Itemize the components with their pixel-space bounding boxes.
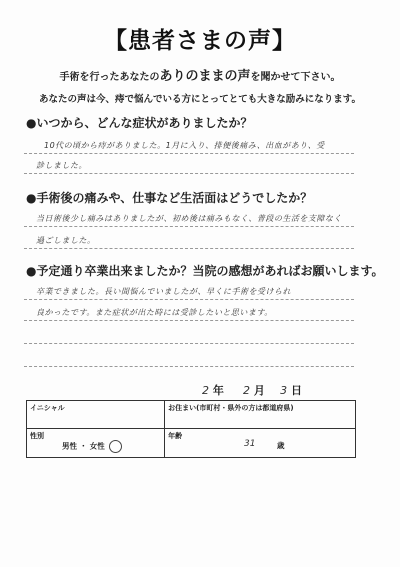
intro-emphasis: ありのままの声 [159,69,251,84]
address-cell [165,401,356,429]
answer-2-line-1: 当日術後少し痛みはありましたが、初め後は痛みもなく、普段の生活を支障なく [36,214,342,223]
age-label: 年齢 [168,432,183,440]
answer-3-line-2: 良かったです。また症状が出た時には受診したいと思います。 [36,308,273,317]
question-2: ●手術後の痛みや、仕事など生活面はどうでしたか？ [26,191,313,205]
month-label: 月 [253,384,265,397]
answer-line [24,299,354,300]
answer-1-line-1: 10代の頃から痔がありました。1月に入り、排便後痛み、出血があり、受 [44,141,325,150]
answer-3-line-1: 卒業できました。長い間悩んでいましたが、早くに手術を受けられ [36,287,291,296]
answer-line [24,343,354,344]
page-title: 【患者さまの声】 [104,28,296,54]
gender-label: 性別 [30,432,44,440]
intro-line-2: あなたの声は今、痔で悩んでいる方にとってとても大きな励みになります。 [38,94,362,105]
age-cell [165,429,356,458]
selected-gender-circle [109,440,122,453]
age-value: 31 [244,439,256,449]
initial-cell [27,401,165,429]
gender-options-text: 男性 ・ 女性 [62,441,105,451]
answer-line [24,320,354,321]
year-label: 年 [212,384,224,397]
age-unit: 歳 [277,441,285,450]
day-value: 3 [280,384,288,397]
answer-line [24,226,354,227]
intro-suffix: を聞かせて下さい。 [250,72,341,83]
answer-line [24,173,354,174]
initial-label: イニシャル [30,404,65,412]
answer-line [24,366,354,367]
intro-prefix: 手術を行ったあなたの [59,72,160,83]
month-value: 2 [243,384,250,397]
day-label: 日 [291,384,303,397]
date-row [202,382,302,398]
question-1: ●いつから、どんな症状がありましたか？ [26,116,253,130]
answer-2-line-2: 過ごしました。 [36,236,96,245]
year-value: 2 [202,384,209,397]
answer-1-line-2: 診しました。 [36,161,87,170]
gender-options [62,440,124,453]
answer-line [24,248,354,249]
answer-line [24,153,354,154]
address-label: お住まい(市町村・県外の方は都道府県) [168,404,294,412]
question-3: ●予定通り卒業出来ましたか？当院の感想があればお願いします。 [26,264,384,278]
intro-line-1 [0,65,400,84]
